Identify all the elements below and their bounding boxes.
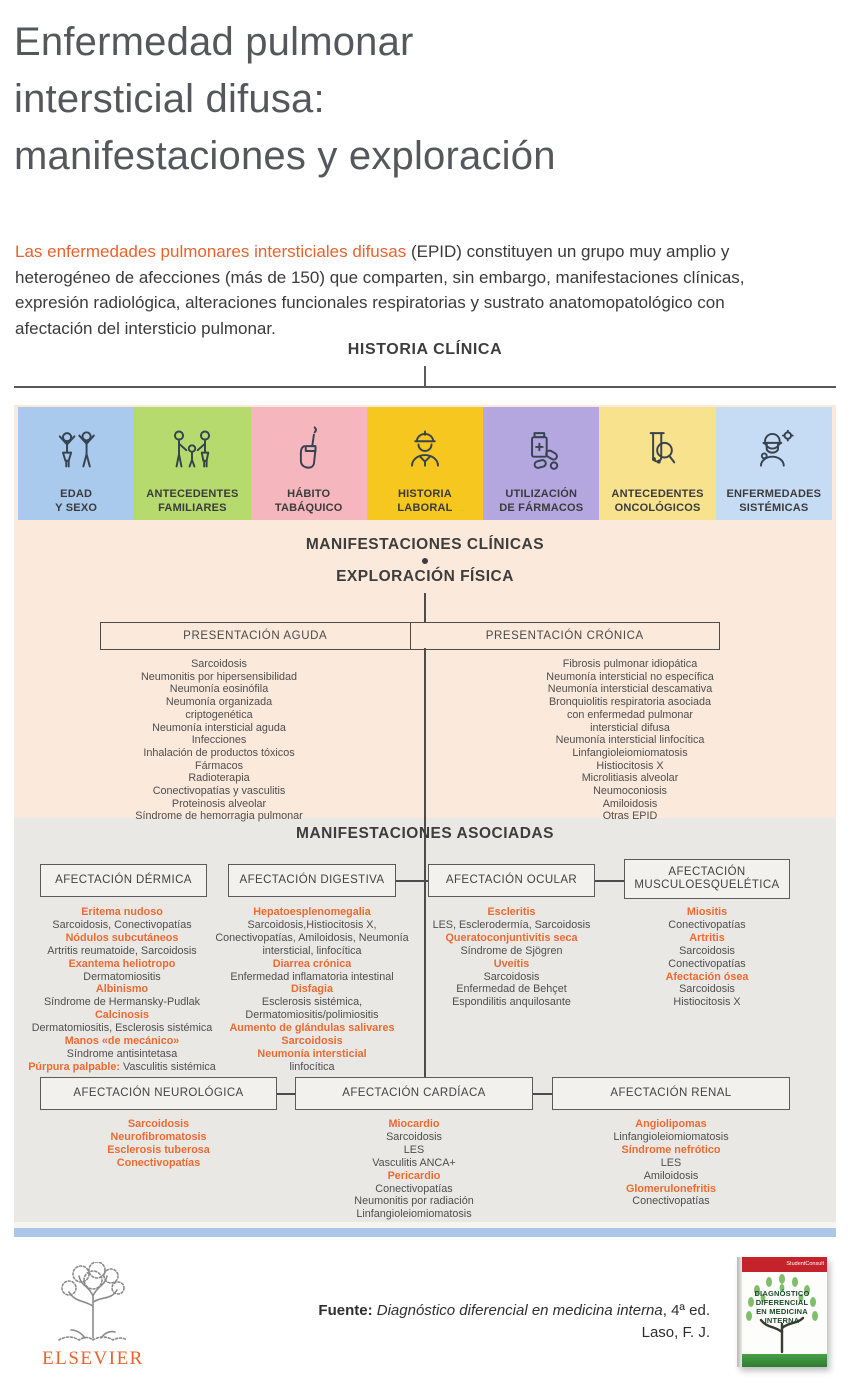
page-title-line2: intersticial difusa:: [14, 77, 325, 121]
list-item: Sarcoidosis: [127, 1118, 190, 1130]
list-item: Sarcoidosis: [386, 1130, 442, 1143]
worker-icon: [399, 425, 451, 477]
afectacion-digestiva-box: AFECTACIÓN DIGESTIVA: [228, 864, 396, 897]
elsevier-tree-icon: [45, 1262, 141, 1346]
list-item: Sarcoidosis: [679, 983, 735, 996]
list-item: Conectivopatías, Amiloidosis, Neumonía: [215, 931, 409, 944]
list-item: Sarcoidosis, Conectivopatías: [52, 918, 192, 931]
list-item: Síndrome antisintetasa: [66, 1047, 178, 1060]
list-item: LES, Esclerodermía, Sarcoidosis: [432, 918, 591, 931]
systemic-icon: [748, 425, 800, 477]
ocular-list: [414, 906, 609, 1009]
list-item: Esclerosis tuberosa: [107, 1143, 210, 1156]
list-item: Calcinosis: [94, 1009, 149, 1022]
list-item: Síndrome de hemorragia pulmonar: [135, 810, 303, 823]
intro-highlight: Las enfermedades pulmonares intersticiales difusas: [15, 242, 407, 261]
source-edition: , 4ª ed.: [662, 1302, 710, 1319]
book-spine: [737, 1257, 742, 1367]
list-item: Disfagia: [290, 983, 333, 996]
aguda-list: [29, 658, 409, 823]
book-cover: [737, 1257, 827, 1367]
historia-clinica-rule: [14, 386, 836, 388]
list-item: Fármacos: [195, 759, 243, 772]
list-item: Amiloidosis: [643, 1169, 699, 1182]
source-label: Fuente:: [318, 1302, 373, 1319]
separator-dot: [422, 558, 428, 564]
source-title: Diagnóstico diferencial en medicina interna: [376, 1302, 663, 1319]
list-item: Escleritis: [487, 906, 536, 918]
list-item: Sarcoidosis: [679, 944, 735, 957]
list-item: Miocardio: [388, 1118, 440, 1130]
category-age-sex: [18, 407, 134, 520]
list-item: Vasculitis ANCA+: [372, 1156, 456, 1169]
list-item: Síndrome de Sjögren: [460, 944, 563, 957]
age-sex-icon: [50, 425, 102, 477]
list-item: Aumento de glándulas salivares: [229, 1022, 395, 1035]
list-item: Enfermedad de Behçet: [456, 983, 567, 996]
connector-line: [424, 593, 426, 622]
list-item: Radioterapia: [188, 772, 250, 785]
dermica-list: [20, 906, 224, 1074]
list-item: Angiolipomas: [635, 1118, 707, 1130]
list-item: Hepatoesplenomegalia: [253, 906, 371, 918]
neurologica-list: [40, 1118, 277, 1170]
list-item: Microlitiasis alveolar: [581, 772, 679, 785]
bottom-blue-bar: [14, 1228, 836, 1237]
list-item: Neumonía eosinófila: [169, 683, 269, 696]
drugs-icon: [515, 425, 567, 477]
afectacion-dermica-box: AFECTACIÓN DÉRMICA: [40, 864, 207, 897]
cronica-list: [440, 658, 820, 823]
source-citation: [250, 1300, 710, 1344]
list-item: Artritis: [689, 931, 725, 944]
list-item: Neumonía intersticial descamativa: [547, 683, 713, 696]
list-item: Síndrome de Hermansky-Pudlak: [43, 996, 201, 1009]
list-item: Sarcoidosis: [281, 1035, 343, 1048]
list-item: Conectivopatías: [116, 1156, 201, 1169]
list-item: Linfangioleiomiomatosis: [356, 1208, 472, 1221]
category-family-history: [134, 407, 250, 520]
renal-list: [552, 1118, 790, 1208]
list-item: Púrpura palpable: Vasculitis sistémica: [28, 1060, 216, 1073]
list-item: Neumonía intersticial aguda: [152, 721, 286, 734]
list-item: Neumonitis por radiación: [354, 1195, 474, 1208]
list-item: Uveítis: [493, 957, 530, 970]
list-item: Linfangioleiomiomatosis: [613, 1130, 729, 1143]
list-item: Conectivopatías: [668, 957, 746, 970]
afectacion-neurologica-box: AFECTACIÓN NEUROLÓGICA: [40, 1077, 277, 1110]
list-item: Sarcoidosis,Histiocitosis X,: [247, 918, 377, 931]
afectacion-musculoesqueletica-box: AFECTACIÓN MUSCULOESQUELÉTICA: [624, 859, 790, 899]
list-item: linfocítica: [289, 1060, 335, 1073]
afectacion-ocular-box: AFECTACIÓN OCULAR: [428, 864, 595, 897]
digestiva-list: [214, 906, 410, 1074]
afectacion-cardiaca-box: AFECTACIÓN CARDÍACA: [295, 1077, 533, 1110]
page-title-line1: Enfermedad pulmonar: [14, 20, 414, 64]
list-item: Histiocitosis X: [596, 759, 664, 772]
list-item: Neumoconiosis: [593, 785, 667, 798]
category-smoking-habit: [251, 407, 367, 520]
list-item: Fibrosis pulmonar idiopática: [562, 658, 698, 670]
connector-line: [533, 1093, 552, 1095]
cardiaca-list: [295, 1118, 533, 1221]
list-item: Dermatomiositis, Esclerosis sistémica: [31, 1022, 213, 1035]
list-item: Espondilitis anquilosante: [452, 996, 571, 1009]
presentacion-aguda-header: PRESENTACIÓN AGUDA: [101, 623, 411, 649]
afectacion-renal-box: AFECTACIÓN RENAL: [552, 1077, 790, 1110]
list-item: Manos «de mecánico»: [64, 1035, 180, 1048]
category-label: UTILIZACIÓN DE FÁRMACOS: [499, 488, 584, 514]
list-item: Glomerulonefritis: [626, 1182, 716, 1195]
list-item: Conectivopatías y vasculitis: [152, 785, 286, 798]
historia-clinica-connector-line: [424, 366, 426, 386]
list-item: Eritema nudoso: [81, 906, 163, 918]
list-item: Artritis reumatoide, Sarcoidosis: [47, 944, 197, 957]
list-item: Exantema heliotropo: [68, 957, 176, 970]
presentacion-cronica-header: PRESENTACIÓN CRÓNICA: [485, 630, 644, 642]
list-item: intersticial difusa: [590, 721, 670, 734]
list-item: Conectivopatías: [668, 918, 746, 931]
list-item: Albinismo: [95, 983, 149, 996]
list-item: Enfermedad inflamatoria intestinal: [230, 970, 394, 983]
list-item: LES: [660, 1156, 682, 1169]
category-label: EDAD Y SEXO: [55, 488, 98, 514]
list-item: Neumonía organizada: [165, 696, 273, 709]
category-label: ANTECEDENTES FAMILIARES: [146, 488, 239, 514]
list-item: Afectación ósea: [665, 970, 749, 983]
manifestaciones-asociadas-title: MANIFESTACIONES ASOCIADAS: [296, 825, 554, 842]
connector-line: [396, 880, 428, 882]
list-item: Neumonía intersticial linfocítica: [555, 734, 705, 747]
list-item: INTERNA: [764, 1316, 800, 1325]
list-item: Neumonía intersticial no específica: [546, 670, 714, 683]
list-item: Linfangioleiomiomatosis: [572, 746, 688, 759]
category-label: ANTECEDENTES ONCOLÓGICOS: [611, 488, 704, 514]
exploracion-fisica-title: EXPLORACIÓN FÍSICA: [336, 568, 514, 585]
manifestaciones-clinicas-title: MANIFESTACIONES CLÍNICAS: [305, 536, 545, 553]
list-item: Neurofibromatosis: [110, 1130, 207, 1143]
source-line1: [250, 1300, 710, 1322]
list-item: Proteinosis alveolar: [171, 797, 267, 810]
category-label: HÁBITO TABÁQUICO: [274, 488, 343, 514]
list-item: Pericardio: [387, 1169, 441, 1182]
category-drug-use: [483, 407, 599, 520]
historia-clinica-title: HISTORIA CLÍNICA: [347, 341, 503, 358]
oncology-icon: [632, 425, 684, 477]
musculo-list: [614, 906, 800, 1009]
smoking-icon: [283, 425, 335, 477]
intro-paragraph: [15, 239, 763, 341]
book-top-band: StudentConsult: [737, 1257, 827, 1272]
list-item: Diarrea crónica: [272, 957, 352, 970]
elsevier-wordmark: ELSEVIER: [42, 1348, 144, 1369]
book-bottom-band: [737, 1354, 827, 1367]
list-item: Bronquiolitis respiratoria asociada: [548, 696, 712, 709]
list-item: Nódulos subcutáneos: [65, 931, 179, 944]
list-item: Histiocitosis X: [673, 996, 741, 1009]
family-icon: [166, 425, 218, 477]
connector-line: [595, 880, 624, 882]
diagram: [14, 405, 836, 1237]
list-item: Conectivopatías: [375, 1182, 453, 1195]
list-item: criptogenética: [185, 708, 253, 721]
list-item: Conectivopatías: [632, 1195, 710, 1208]
list-item: Dermatomiositis: [83, 970, 161, 983]
page-title-line3: manifestaciones y exploración: [14, 134, 556, 178]
list-item: Sarcoidosis: [191, 658, 247, 670]
category-systemic-diseases: [716, 407, 832, 520]
category-label: HISTORIA LABORAL: [397, 488, 453, 514]
category-occupational-history: [367, 407, 483, 520]
intro-rest: (EPID) constituyen un grupo muy amplio y heterogéneo de afecciones (más de 150) que comparten, sin embargo, manifestaciones clínicas, expresión radiológica, alteraciones funcionales respiratorias y sustrato anatomopatológico con afectación del intersticio pulmonar.: [15, 242, 745, 338]
list-item: con enfermedad pulmonar: [566, 708, 694, 721]
list-item: Inhalación de productos tóxicos: [143, 746, 295, 759]
list-item: Dermatomiositis/polimiositis: [245, 1009, 379, 1022]
center-connector-line: [424, 648, 426, 1077]
page-title: [14, 14, 794, 185]
book-title: [737, 1289, 827, 1325]
category-label: ENFERMEDADES SISTÉMICAS: [726, 488, 822, 514]
list-item: DIAGNÓSTICO: [754, 1289, 810, 1298]
list-item: Neumonitis por hipersensibilidad: [140, 670, 298, 683]
list-item: DIFERENCIAL: [755, 1298, 809, 1307]
list-item: Síndrome nefrótico: [621, 1143, 721, 1156]
list-item: Miositis: [686, 906, 728, 918]
list-item: Queratoconjuntivitis seca: [445, 931, 578, 944]
category-oncology-history: [599, 407, 715, 520]
elsevier-logo: [18, 1262, 168, 1370]
list-item: Otras EPID: [602, 810, 658, 823]
list-item: EN MEDICINA: [756, 1307, 808, 1316]
list-item: Esclerosis sistémica,: [261, 996, 363, 1009]
presentation-box: [100, 622, 720, 650]
list-item: Neumonía intersticial: [257, 1047, 367, 1060]
list-item: Sarcoidosis: [483, 970, 540, 983]
list-item: Amiloidosis: [602, 797, 658, 810]
history-categories-row: [18, 407, 832, 520]
list-item: Infecciones: [191, 734, 247, 747]
list-item: LES: [403, 1143, 425, 1156]
list-item: intersticial, linfocítica: [262, 944, 362, 957]
source-author: Laso, F. J.: [641, 1324, 710, 1341]
connector-line: [277, 1093, 295, 1095]
